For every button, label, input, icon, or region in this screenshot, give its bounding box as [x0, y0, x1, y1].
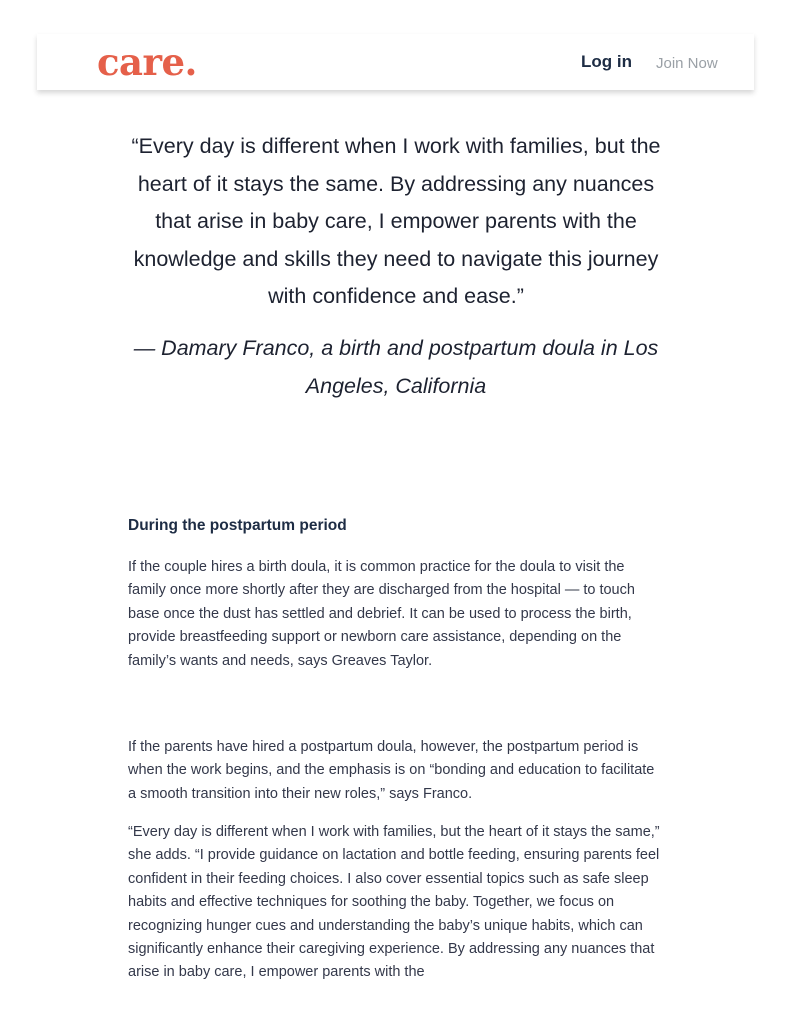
care-logo[interactable] — [97, 40, 197, 84]
quote-attribution: — Damary Franco, a birth and postpartum doula in Los Angeles, California — [133, 336, 659, 398]
article-paragraph: “Every day is different when I work with families, but the heart of it stays the same,” she adds. “I provide guidance on lactation and bottle feeding, ensuring parents feel confident in their feeding choices. I also cover essential topics such as safe sleep habits and effective techniques for soothing the baby. Together, we focus on recognizing hunger cues and understanding the baby’s unique habits, which can significantly enhance their caregiving experience. By addressing any nuances that arise in baby care, I empower parents with the — [128, 824, 660, 981]
article-paragraph: If the parents have hired a postpartum doula, however, the postpartum period is when the work begins, and the emphasis is on “bonding and education to facilitate a smooth transition into their new roles,” says Franco. — [128, 739, 655, 802]
logo-word: care — [97, 40, 185, 84]
site-header — [37, 34, 754, 90]
login-link[interactable]: Log in — [581, 52, 632, 71]
article-paragraph: If the couple hires a birth doula, it is common practice for the doula to visit the family once more shortly after they are discharged from the hospital — to touch base once the dust has settled and debrief. It can be used to process the birth, provide breastfeeding support or newborn care assistance, depending on the family’s wants and needs, says Greaves Taylor. — [128, 559, 635, 669]
logo-dot: . — [184, 40, 197, 84]
section-heading: During the postpartum period — [128, 517, 347, 534]
pull-quote: “Every day is different when I work with families, but the heart of it stays the same. By addressing any nuances that arise in baby care, I empower parents with the knowledge and skills they need to navigate this journey with confidence and ease.” — [131, 134, 661, 308]
join-now-link[interactable]: Join Now — [656, 55, 718, 72]
